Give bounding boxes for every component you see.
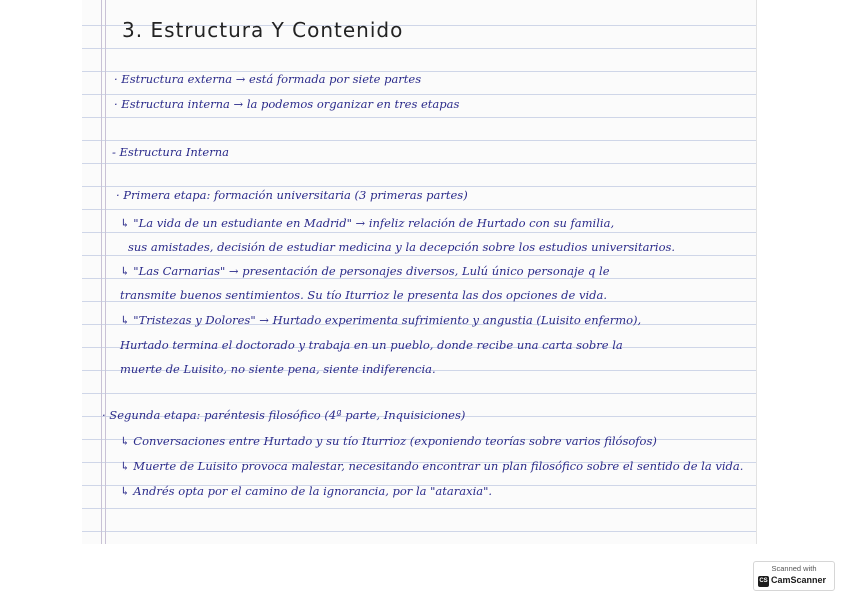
watermark-brand: CamScanner <box>771 575 827 585</box>
note-line: · Primera etapa: formación universitaria (3 primeras partes) <box>116 188 468 202</box>
note-line: · Segunda etapa: paréntesis filosófico (4ª parte, Inquisiciones) <box>102 408 466 422</box>
note-line: muerte de Luisito, no siente pena, siente indiferencia. <box>120 362 436 376</box>
notebook-page <box>82 0 757 544</box>
margin-line <box>101 0 102 544</box>
note-line: Hurtado termina el doctorado y trabaja en un pueblo, donde recibe una carta sobre la <box>120 338 623 352</box>
note-line: ↳ Muerte de Luisito provoca malestar, necesitando encontrar un plan filosófico sobre el sentido de la vida. <box>120 459 744 473</box>
note-line: ↳ "Las Carnarias" → presentación de personajes diversos, Lulú único personaje q le <box>120 264 610 278</box>
note-line: ↳ "Tristezas y Dolores" → Hurtado experimenta sufrimiento y angustia (Luisito enfermo), <box>120 313 642 327</box>
note-line: · Estructura externa → está formada por siete partes <box>114 72 422 86</box>
section-heading: - Estructura Interna <box>112 145 229 159</box>
scanner-watermark <box>753 561 835 591</box>
margin-line-secondary <box>105 0 106 544</box>
page-title: 3. Estructura Y Contenido <box>122 18 404 42</box>
note-line: ↳ Andrés opta por el camino de la ignorancia, por la "ataraxia". <box>120 484 493 498</box>
camscanner-logo-icon: CS <box>758 576 769 587</box>
note-line: ↳ "La vida de un estudiante en Madrid" → infeliz relación de Hurtado con su familia, <box>120 216 615 230</box>
note-line: ↳ Conversaciones entre Hurtado y su tío Iturrioz (exponiendo teorías sobre varios filósofos) <box>120 434 657 448</box>
watermark-caption: Scanned with <box>771 564 817 573</box>
note-line: · Estructura interna → la podemos organizar en tres etapas <box>114 97 460 111</box>
note-line: sus amistades, decisión de estudiar medicina y la decepción sobre los estudios universitarios. <box>128 240 676 254</box>
note-line: transmite buenos sentimientos. Su tío Iturrioz le presenta las dos opciones de vida. <box>120 288 608 302</box>
